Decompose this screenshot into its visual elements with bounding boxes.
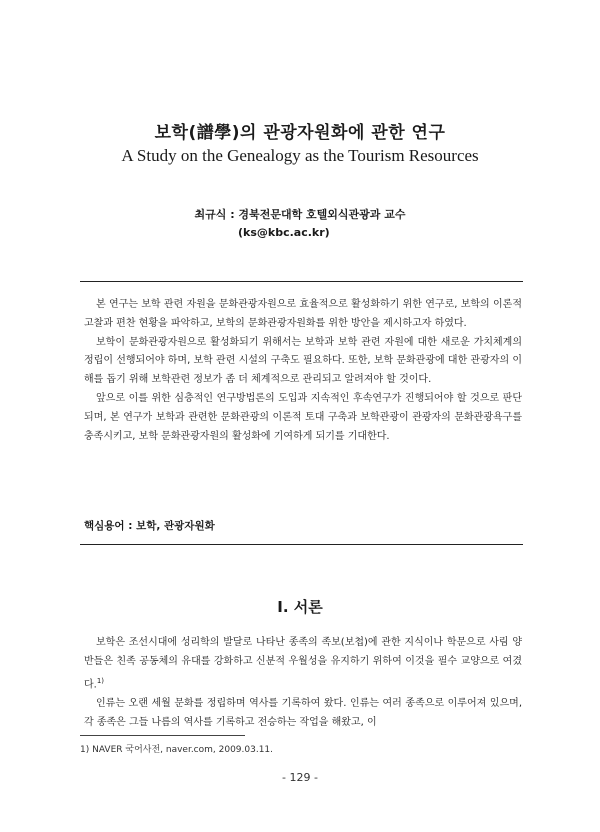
body-paragraph: 인류는 오랜 세월 문화를 정립하며 역사를 기록하여 왔다. 인류는 여러 종족으로 이루어져 있으며, 각 종족은 그들 나름의 역사를 기록하고 전승하는 작업을 해왔고, 이 bbox=[84, 697, 522, 728]
footnote: 1) NAVER 국어사전, naver.com, 2009.03.11. bbox=[80, 745, 274, 755]
body-paragraph bbox=[84, 634, 522, 695]
author-email: (ks@kbc.ac.kr) bbox=[238, 226, 330, 239]
abstract-paragraph: 본 연구는 보학 관련 자원을 문화관광자원으로 효율적으로 활성화하기 위한 연구로, 보학의 이론적 고찰과 편찬 현황을 파악하고, 보학의 문화관광자원화를 위한 방안을 제시하고자 하였다. bbox=[84, 299, 522, 329]
author-line: 최규식 : 경북전문대학 호텔외식관광과 교수 bbox=[194, 208, 406, 221]
abstract bbox=[84, 296, 522, 446]
keywords: 핵심용어 : 보학, 관광자원화 bbox=[84, 520, 215, 532]
abstract-top-rule bbox=[80, 281, 523, 282]
title-english: A Study on the Genealogy as the Tourism Resources bbox=[121, 146, 479, 165]
page-number: - 129 - bbox=[282, 771, 318, 784]
footnote-rule bbox=[80, 735, 245, 736]
section-heading: Ⅰ. 서론 bbox=[277, 598, 323, 616]
abstract-bottom-rule bbox=[80, 544, 523, 545]
body-paragraph-text: 보학은 조선시대에 성리학의 발달로 나타난 종족의 족보(보첩)에 관한 지식이나 학문으로 사림 양반들은 친족 공동체의 유대를 강화하고 신분적 우월성을 유지하기 위하여 이것을 필수 교양으로 여겼다. bbox=[84, 637, 522, 690]
footnote-reference[interactable]: 1) bbox=[96, 676, 105, 685]
body-text bbox=[84, 634, 522, 732]
abstract-paragraph: 보학이 문화관광자원으로 활성화되기 위해서는 보학과 보학 관련 자원에 대한 새로운 가치체계의 정립이 선행되어야 하며, 보학 관련 시설의 구축도 필요하다. 또한, 보학 문화관광에 대한 관광자의 이해를 돕기 위해 보학관련 정보가 좀 더 체계적으로 관리되고 알려져야 할 것이다. bbox=[84, 336, 522, 386]
abstract-paragraph: 앞으로 이를 위한 심층적인 연구방법론의 도입과 지속적인 후속연구가 진행되어야 할 것으로 판단되며, 본 연구가 보학과 관련한 문화관광의 이론적 토대 구축과 보학관광이 관광자의 문화관광욕구를 충족시키고, 보학 문화관광자원의 활성화에 기여하게 되기를 기대한다. bbox=[84, 392, 522, 442]
title-korean: 보학(譜學)의 관광자원화에 관한 연구 bbox=[154, 123, 446, 143]
